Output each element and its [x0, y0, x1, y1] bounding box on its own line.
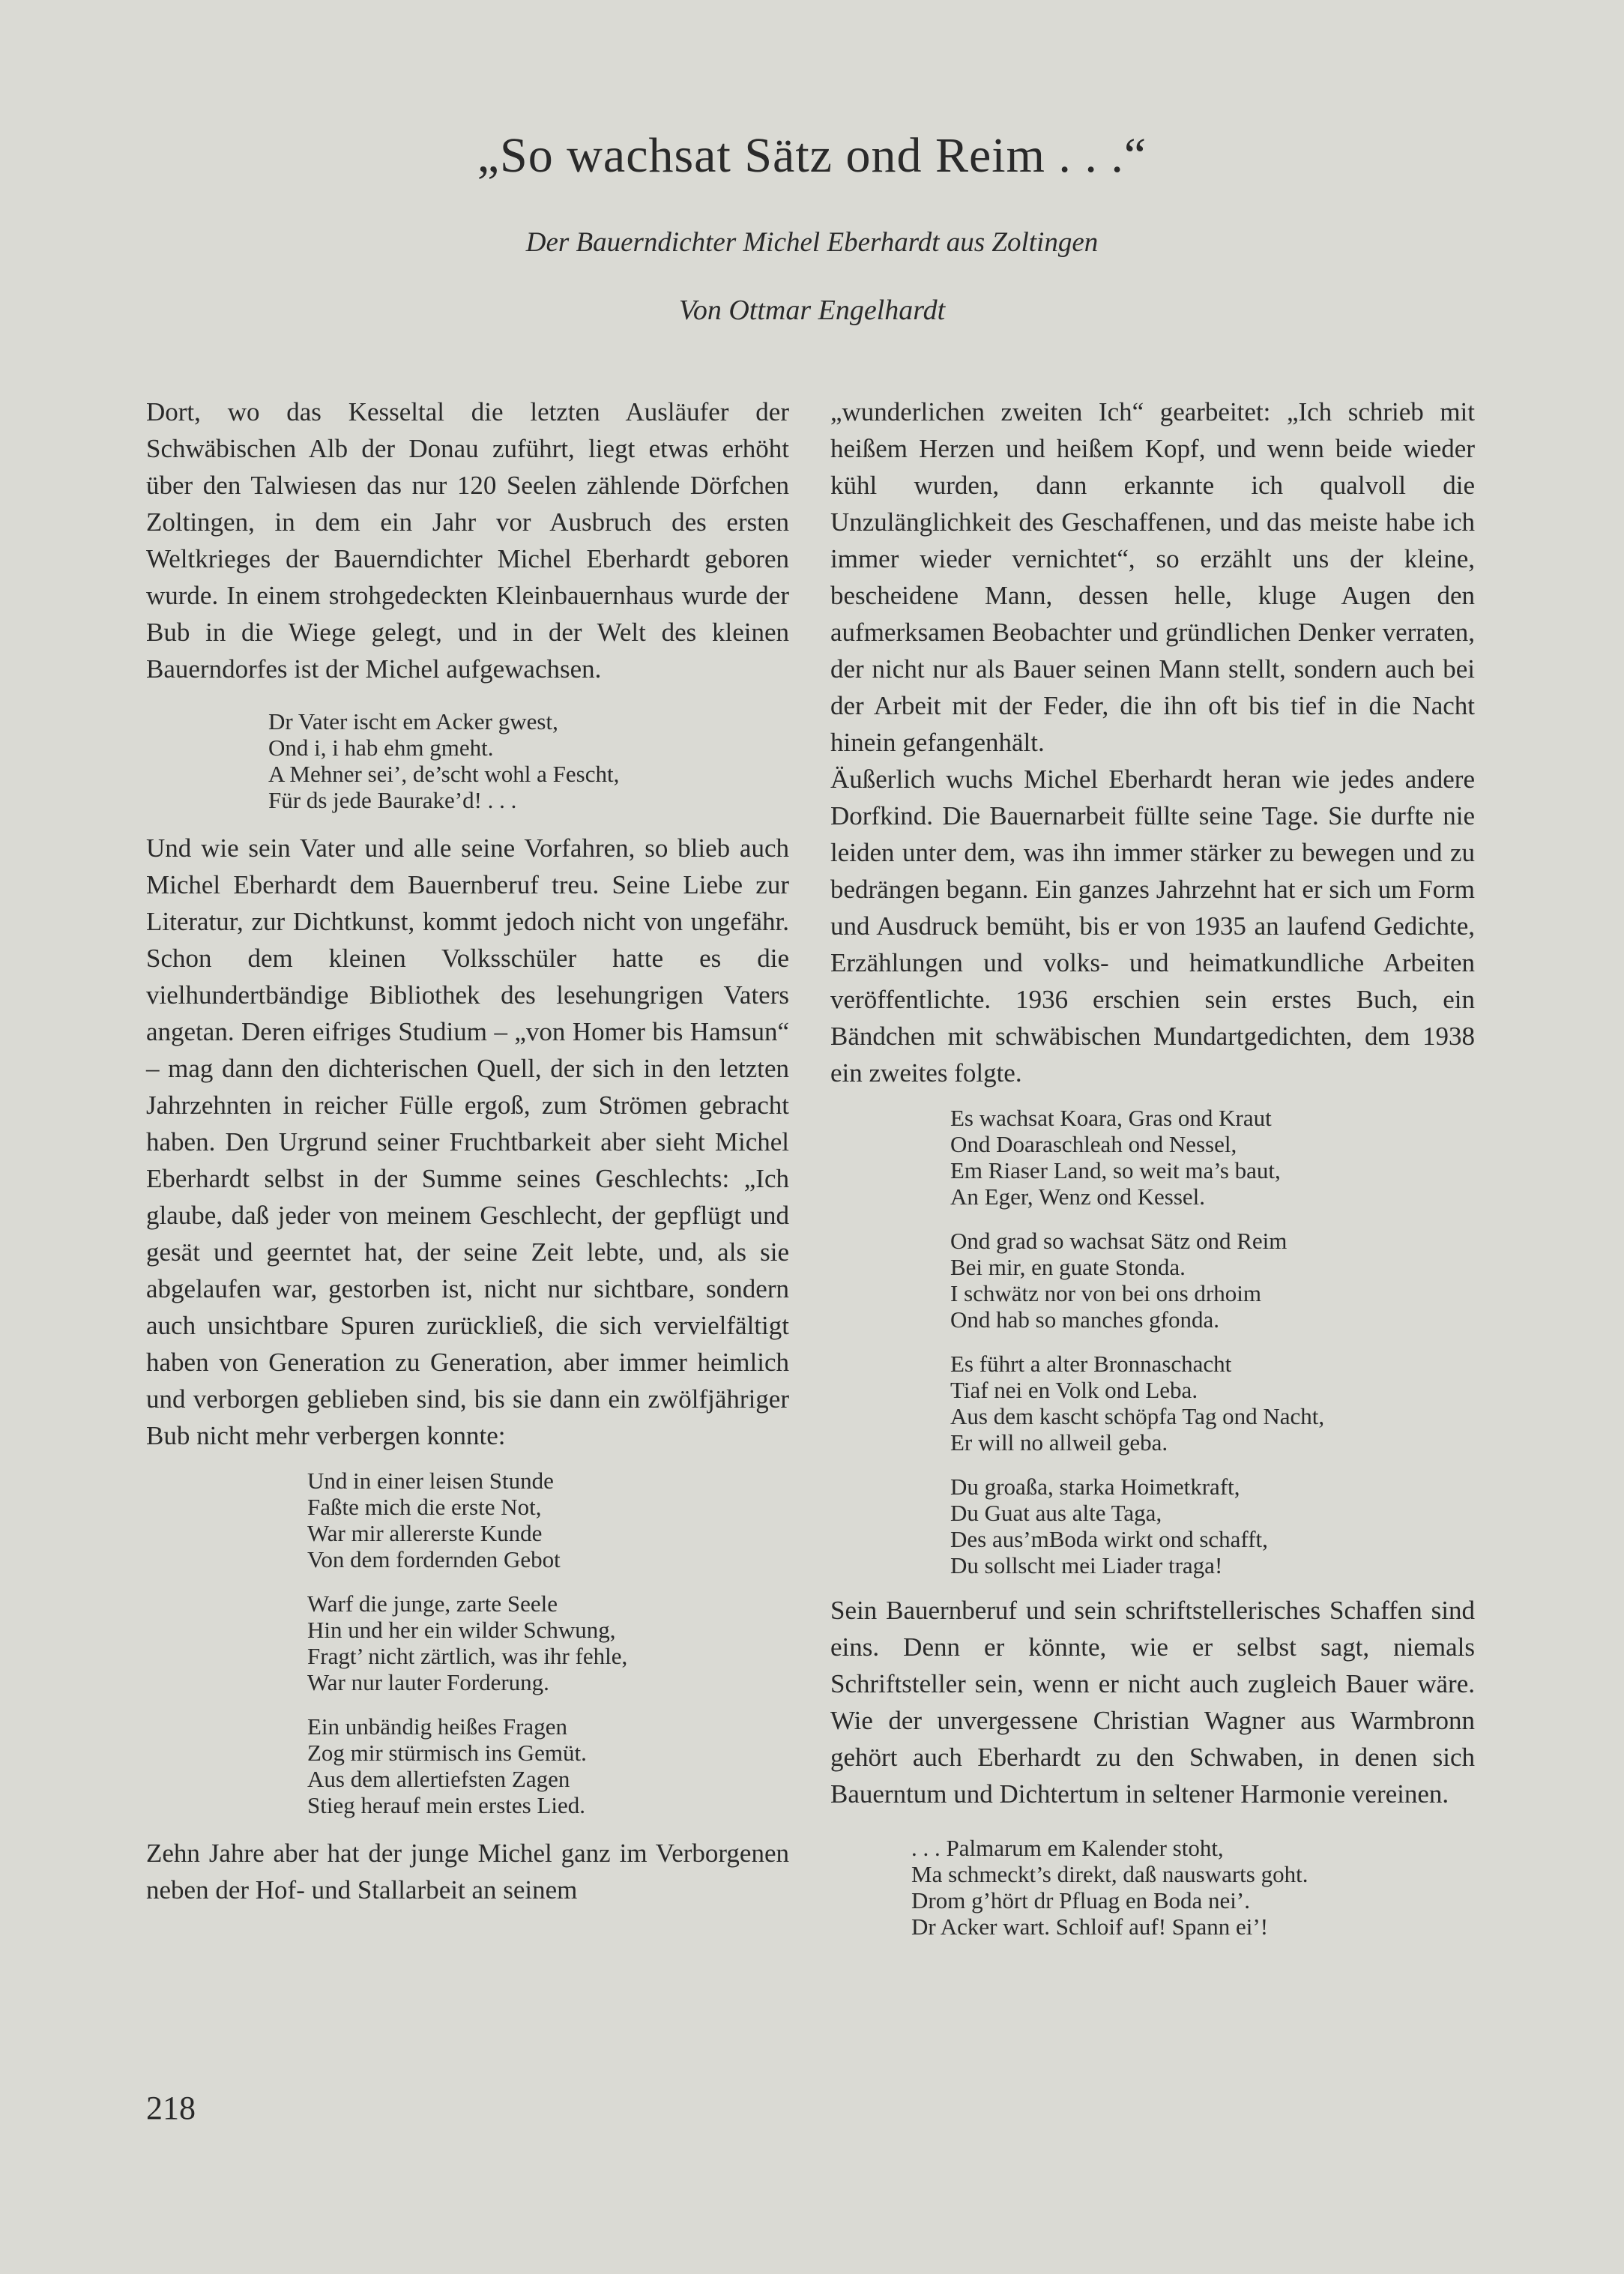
left-column — [146, 393, 789, 1908]
poem-line: Es führt a alter Bronnaschacht — [950, 1351, 1232, 1377]
poem-line: Bei mir, en guate Stonda. — [950, 1254, 1186, 1280]
poem-line: War nur lauter Forderung. — [307, 1669, 549, 1695]
poem-line: Drom g’hört dr Pfluag en Boda nei’. — [911, 1887, 1250, 1913]
poem-line: Es wachsat Koara, Gras ond Kraut — [950, 1105, 1272, 1131]
poem-line: Fragt’ nicht zärtlich, was ihr fehle, — [307, 1643, 628, 1669]
poem — [911, 1835, 1475, 1940]
stanza — [307, 1590, 789, 1695]
stanza — [950, 1351, 1475, 1456]
article-title: „So wachsat Sätz ond Reim . . .“ — [477, 128, 1147, 183]
poem-line: Ond i, i hab ehm gmeht. — [268, 735, 494, 761]
stanza — [307, 1468, 789, 1572]
stanza — [268, 708, 789, 813]
stanza — [950, 1105, 1475, 1210]
poem-line: Aus dem allertiefsten Zagen — [307, 1766, 570, 1792]
stanza — [950, 1474, 1475, 1578]
poem-line: Warf die junge, zarte Seele — [307, 1590, 558, 1617]
poem-line: I schwätz nor von bei ons drhoim — [950, 1280, 1261, 1306]
poem-line: Faßte mich die erste Not, — [307, 1494, 542, 1520]
poem-line: Du sollscht mei Liader traga! — [950, 1552, 1223, 1578]
article-author: Von Ottmar Engelhardt — [678, 295, 946, 326]
paragraph: Dort, wo das Kesseltal die letzten Ausläufer der Schwäbischen Alb der Donau zuführt, liegt etwas erhöht über den Talwiesen das nur 120 Seelen zählende Dörfchen Zoltingen, in dem ein Jahr vor Ausbruch des ersten Weltkrieges der Bauerndichter Michel Eberhardt geboren wurde. In einem strohgedeckten Kleinbauernhaus wurde der Bub in die Wiege gelegt, und in der Welt des kleinen Bauerndorfes ist der Michel aufgewachsen. — [146, 397, 789, 684]
poem-line: Zog mir stürmisch ins Gemüt. — [307, 1740, 587, 1766]
article-subtitle: Der Bauerndichter Michel Eberhardt aus Zoltingen — [525, 227, 1099, 258]
paragraph: Zehn Jahre aber hat der junge Michel ganz im Verborgenen neben der Hof- und Stallarbeit an seinem — [146, 1839, 789, 1904]
poem-line: Tiaf nei en Volk ond Leba. — [950, 1377, 1198, 1403]
poem — [268, 708, 789, 813]
poem-line: Von dem fordernden Gebot — [307, 1546, 561, 1572]
poem-line: Aus dem kascht schöpfa Tag ond Nacht, — [950, 1403, 1325, 1429]
poem — [950, 1105, 1475, 1578]
poem-line: . . . Palmarum em Kalender stoht, — [911, 1835, 1224, 1861]
page-number: 218 — [146, 2090, 196, 2126]
poem-line: Ma schmeckt’s direkt, daß nauswarts goht. — [911, 1861, 1308, 1887]
poem-line: Stieg herauf mein erstes Lied. — [307, 1792, 586, 1818]
paragraph: Äußerlich wuchs Michel Eberhardt heran wie jedes andere Dorfkind. Die Bauernarbeit füllte seine Tage. Sie durfte nie leiden unter dem, was ihn immer stärker zu bewegen und zu bedrängen begann. Ein ganzes Jahrzehnt hat er sich um Form und Ausdruck bemüht, bis er von 1935 an laufend Gedichte, Erzählungen und volks- und heimatkundliche Arbeiten veröffentlichte. 1936 erschien sein erstes Buch, ein Bändchen mit schwäbischen Mundartgedichten, dem 1938 ein zweites folgte. — [830, 764, 1475, 1088]
poem-line: Er will no allweil geba. — [950, 1429, 1168, 1456]
stanza — [950, 1228, 1475, 1333]
paragraph: „wunderlichen zweiten Ich“ gearbeitet: „Ich schrieb mit heißem Herzen und heißem Kopf, und wenn beide wieder kühl wurden, dann erkannte ich qualvoll die Unzulänglichkeit des Geschaffenen, und das meiste habe ich immer wieder vernichtet“, so erzählt uns der kleine, bescheidene Mann, dessen helle, kluge Augen den aufmerksamen Beobachter und gründlichen Denker verraten, der nicht nur als Bauer seinen Mann stellt, sondern auch bei der Arbeit mit der Feder, die ihn oft bis tief in die Nacht hinein gefangenhält. — [830, 397, 1475, 757]
poem-line: Du groaßa, starka Hoimetkraft, — [950, 1474, 1240, 1500]
poem-line: Ond Doaraschleah ond Nessel, — [950, 1131, 1237, 1157]
poem-line: Für ds jede Baurake’d! . . . — [268, 787, 517, 813]
poem-line: War mir allererste Kunde — [307, 1520, 543, 1546]
poem-line: Du Guat aus alte Taga, — [950, 1500, 1162, 1526]
poem-line: Em Riaser Land, so weit ma’s baut, — [950, 1157, 1281, 1183]
poem-line: Ond grad so wachsat Sätz ond Reim — [950, 1228, 1288, 1254]
poem-line: Ein unbändig heißes Fragen — [307, 1713, 567, 1740]
stanza — [307, 1713, 789, 1818]
poem-line: Und in einer leisen Stunde — [307, 1468, 554, 1494]
poem-line: Dr Vater ischt em Acker gwest, — [268, 708, 558, 735]
stanza — [911, 1835, 1475, 1940]
poem — [307, 1468, 789, 1818]
poem-line: A Mehner sei’, de’scht wohl a Fescht, — [268, 761, 620, 787]
right-column — [830, 393, 1475, 1940]
poem-line: An Eger, Wenz ond Kessel. — [950, 1183, 1206, 1210]
poem-line: Dr Acker wart. Schloif auf! Spann ei’! — [911, 1913, 1269, 1940]
poem-line: Des aus’mBoda wirkt ond schafft, — [950, 1526, 1268, 1552]
paragraph: Und wie sein Vater und alle seine Vorfahren, so blieb auch Michel Eberhardt dem Bauernberuf treu. Seine Liebe zur Literatur, zur Dichtkunst, kommt jedoch nicht von ungefähr. Schon dem kleinen Volksschüler hatte es die vielhundertbändige Bibliothek des lesehungrigen Vaters angetan. Deren eifriges Studium – „von Homer bis Hamsun“ – mag dann den dichterischen Quell, der sich in den letzten Jahrzehnten in reicher Fülle ergoß, zum Strömen gebracht haben. Den Urgrund seiner Fruchtbarkeit aber sieht Michel Eberhardt selbst in der Summe seines Geschlechts: „Ich glaube, daß jeder von meinem Geschlecht, der gepflügt und gesät und geerntet hat, der seine Zeit lebte, und, als sie abgelaufen war, gestorben ist, nicht nur sichtbare, sondern auch unsichtbare Spuren zurückließ, die sich vervielfältigt haben von Generation zu Generation, aber immer heimlich und verborgen geblieben sind, bis sie dann ein zwölfjähriger Bub nicht mehr verbergen konnte: — [146, 833, 789, 1450]
poem-line: Ond hab so manches gfonda. — [950, 1306, 1219, 1333]
poem-line: Hin und her ein wilder Schwung, — [307, 1617, 616, 1643]
paragraph: Sein Bauernberuf und sein schriftstellerisches Schaffen sind eins. Denn er könnte, wie er selbst sagt, niemals Schriftsteller sein, wenn er nicht auch zugleich Bauer wäre. Wie der unvergessene Christian Wagner aus Warmbronn gehört auch Eberhardt zu den Schwaben, in denen sich Bauerntum und Dichtertum in seltener Harmonie vereinen. — [830, 1596, 1475, 1809]
